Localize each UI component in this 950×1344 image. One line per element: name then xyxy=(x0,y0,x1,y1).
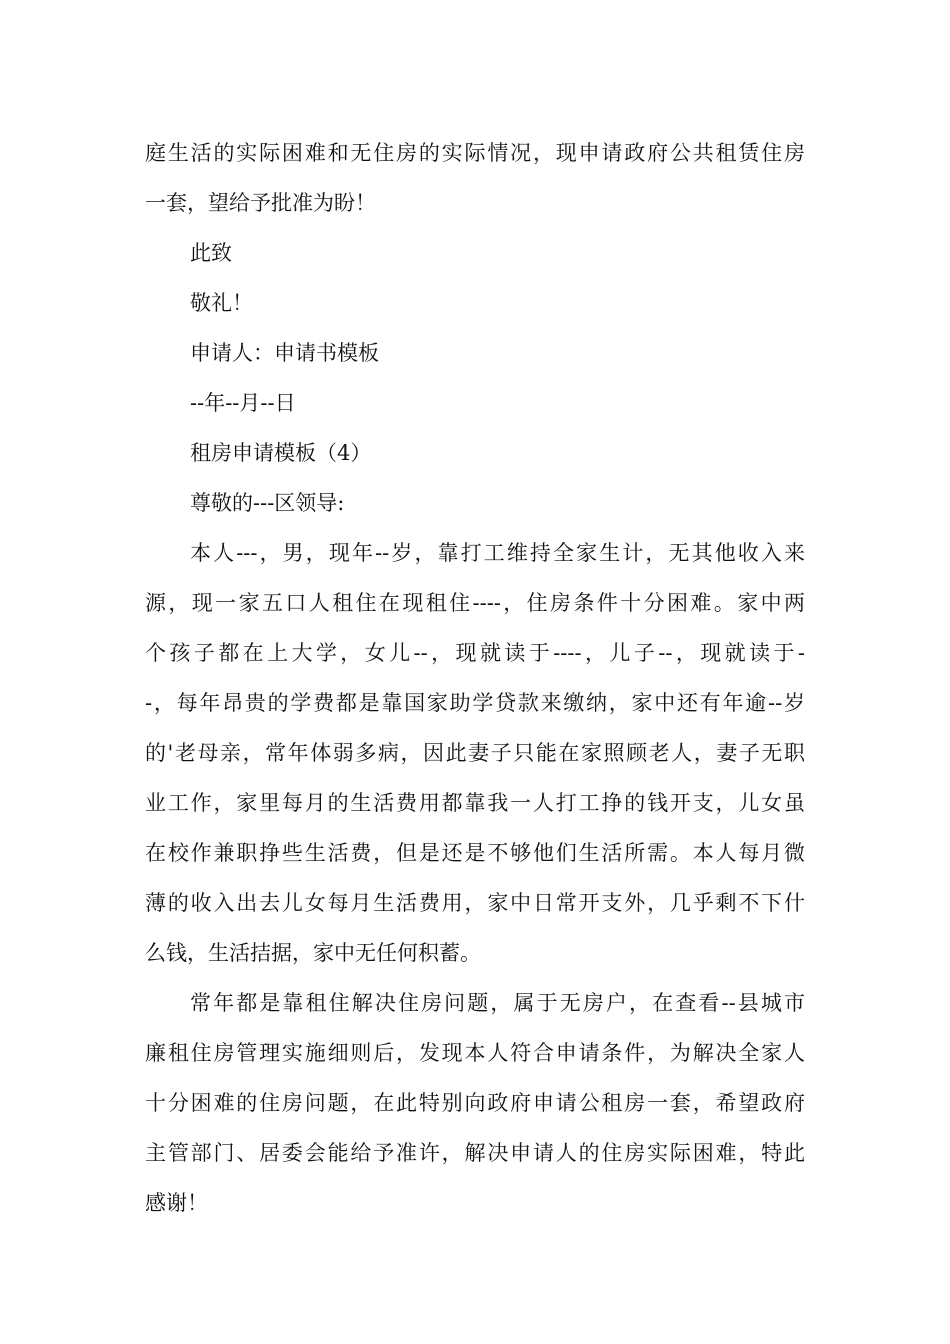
paragraph-line: 主管部门、居委会能给予准许，解决申请人的住房实际困难，特此 xyxy=(145,1141,805,1165)
paragraph-line: 廉租住房管理实施细则后，发现本人符合申请条件，为解决全家人 xyxy=(145,1041,805,1065)
paragraph-line: 业工作，家里每月的生活费用都靠我一人打工挣的钱开支，儿女虽 xyxy=(145,791,805,815)
section-title: 租房申请模板（4） xyxy=(190,441,372,465)
paragraph-line: 本人---，男，现年--岁，靠打工维持全家生计，无其他收入来 xyxy=(190,541,805,565)
applicant-signature: 申请人：申请书模板 xyxy=(190,341,379,365)
paragraph-line: 源，现一家五口人租住在现租住----，住房条件十分困难。家中两 xyxy=(145,591,805,615)
document-page xyxy=(145,128,805,1228)
paragraph-line: 常年都是靠租住解决住房问题，属于无房户，在查看--县城市 xyxy=(190,991,805,1015)
paragraph-line: 一套，望给予批准为盼！ xyxy=(145,191,376,215)
paragraph-line: -，每年昂贵的学费都是靠国家助学贷款来缴纳，家中还有年逾--岁 xyxy=(145,691,805,715)
paragraph-line: 薄的收入出去儿女每月生活费用，家中日常开支外，几乎剩不下什 xyxy=(145,891,805,915)
paragraph-line: 个孩子都在上大学，女儿--，现就读于----，儿子--，现就读于- xyxy=(145,641,805,665)
paragraph-line: 感谢！ xyxy=(145,1191,208,1215)
greeting: 尊敬的---区领导: xyxy=(190,491,345,515)
paragraph-line: 么钱，生活拮据，家中无任何积蓄。 xyxy=(145,941,481,965)
closing-respect: 敬礼！ xyxy=(190,291,253,315)
paragraph-line: 十分困难的住房问题，在此特别向政府申请公租房一套，希望政府 xyxy=(145,1091,805,1115)
paragraph-line: 在校作兼职挣些生活费，但是还是不够他们生活所需。本人每月微 xyxy=(145,841,805,865)
paragraph-line: 的'老母亲，常年体弱多病，因此妻子只能在家照顾老人，妻子无职 xyxy=(145,741,805,765)
closing-salutation: 此致 xyxy=(190,241,232,265)
paragraph-line: 庭生活的实际困难和无住房的实际情况，现申请政府公共租赁住房 xyxy=(145,141,805,165)
date-line: --年--月--日 xyxy=(190,391,296,415)
